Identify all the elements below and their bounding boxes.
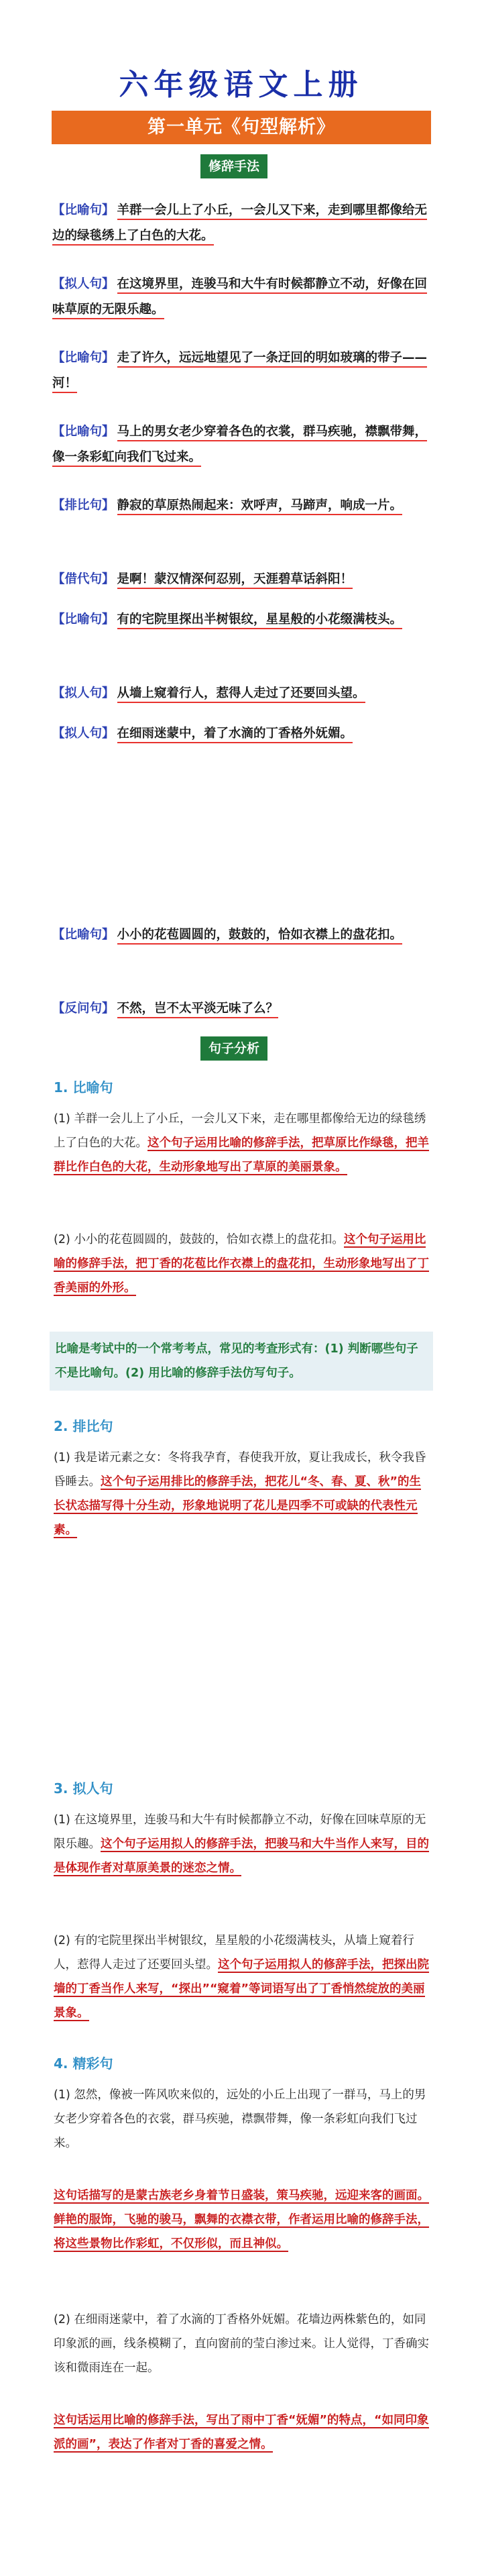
sentence-text: 马上的男女老少穿着各色的衣裳，群马疾驰，襟飘带舞，像一条彩虹向我们飞过来。	[52, 425, 427, 467]
sentence-type: 【比喻句】	[52, 203, 115, 217]
page-title: 六年级语文上册	[119, 68, 363, 102]
section-heading: 4. 精彩句	[54, 2055, 113, 2072]
analysis-paragraph	[54, 1228, 429, 1300]
sentence-type: 【比喻句】	[52, 928, 115, 942]
sentence-type: 【拟人句】	[52, 277, 115, 291]
section-heading: 3. 拟人句	[54, 1780, 113, 1796]
sentence-text: 在细雨迷蒙中，着了水滴的丁香格外妩媚。	[117, 727, 353, 743]
sentence-item	[52, 922, 434, 948]
sentence-item	[52, 419, 434, 470]
sentence-type: 【拟人句】	[52, 686, 115, 700]
sentence-text: 不然，岂不太平淡无味了么？	[117, 1002, 279, 1018]
sentence-text: 小小的花苞圆圆的，鼓鼓的，恰如衣襟上的盘花扣。	[117, 928, 403, 945]
analysis-explanation: 这个句子运用排比的修辞手法，把花儿“冬、春、夏、秋”的生长状态描写得十分生动，形象地说明了花儿是四季不可或缺的代表性元素。	[54, 1475, 422, 1537]
example-sentence: (1) 在这境界里，连骏马和大牛有时候都静立不动，好像在回味草原的无限乐趣。	[54, 1813, 426, 1851]
analysis-explanation: 这个句子运用拟人的修辞手法，把骏马和大牛当作人来写，目的是体现作者对草原美景的迷恋之情。	[54, 1837, 429, 1875]
exam-tip-box: 比喻是考试中的一个常考考点，常见的考查形式有：(1) 判断哪些句子不是比喻句。(2) 用比喻的修辞手法仿写句子。	[50, 1332, 433, 1391]
unit-banner: 第一单元《句型解析》	[52, 111, 431, 144]
analysis-section-tag: 句子分析	[200, 1036, 267, 1061]
analysis-explanation: 这个句子运用比喻的修辞手法，把丁香的花苞比作衣襟上的盘花扣，生动形象地写出了丁香美丽的外形。	[54, 1233, 429, 1295]
analysis-explanation: 这句话运用比喻的修辞手法，写出了雨中丁香“妩媚”的特点，“如同印象派的画”，表达了作者对丁香的喜爱之情。	[54, 2414, 429, 2451]
sentence-item	[52, 996, 434, 1022]
section-heading: 1. 比喻句	[54, 1079, 113, 1095]
sentence-text: 在这境界里，连骏马和大牛有时候都静立不动，好像在回味草原的无限乐趣。	[52, 277, 427, 319]
analysis-explanation: 这个句子运用拟人的修辞手法，把探出院墙的丁香当作人来写，“探出”“窥着”等词语写出了丁香悄然绽放的美丽景象。	[54, 1958, 429, 2020]
analysis-explanation: 这句话描写的是蒙古族老乡身着节日盛装，策马疾驰，远迎来客的画面。鲜艳的服饰，飞驰的骏马，飘舞的衣襟衣带，作者运用比喻的修辞手法，将这些景物比作彩虹，不仅形似，而且神似。	[54, 2189, 429, 2251]
sentence-text: 从墙上窥着行人，惹得人走过了还要回头望。	[117, 686, 365, 703]
analysis-paragraph	[54, 1808, 429, 1880]
sentence-item	[52, 493, 434, 519]
sentence-text: 是啊！蒙汉情深何忍别，天涯碧草话斜阳！	[117, 572, 353, 589]
sentence-text: 羊群一会儿上了小丘，一会儿又下来，走到哪里都像给无边的绿毯绣上了白色的大花。	[52, 203, 427, 246]
sentence-text: 静寂的草原热闹起来：欢呼声，马蹄声，响成一片。	[117, 498, 403, 515]
sentence-type: 【反问句】	[52, 1002, 115, 1016]
sentence-type: 【排比句】	[52, 498, 115, 513]
sentence-item	[52, 345, 434, 396]
rhetoric-section-tag: 修辞手法	[200, 154, 267, 178]
sentence-item	[52, 198, 434, 249]
example-sentence: (1) 忽然，像被一阵风吹来似的，远处的小丘上出现了一群马，马上的男女老少穿着各色的衣裳，群马疾驰，襟飘带舞，像一条彩虹向我们飞过来。	[54, 2088, 426, 2150]
example-sentence: (1) 羊群一会儿上了小丘，一会儿又下来，走在哪里都像给无边的绿毯绣上了白色的大花。	[54, 1112, 426, 1150]
example-sentence: (1) 我是诺元素之女：冬将我孕育，春使我开放，夏让我成长，秋令我昏昏睡去。	[54, 1451, 426, 1489]
sentence-type: 【借代句】	[52, 572, 115, 586]
example-sentence: (2) 小小的花苞圆圆的，鼓鼓的，恰如衣襟上的盘花扣。	[54, 1233, 344, 1246]
sentence-text: 有的宅院里探出半树银纹，星星般的小花缀满枝头。	[117, 612, 403, 629]
section-heading: 2. 排比句	[54, 1418, 113, 1434]
sentence-item	[52, 272, 434, 323]
sentence-item	[52, 567, 434, 592]
analysis-paragraph	[54, 1929, 429, 2025]
sentence-item	[52, 681, 434, 706]
sentence-type: 【比喻句】	[52, 351, 115, 365]
analysis-paragraph	[54, 1107, 429, 1179]
sentence-text: 走了许久，远远地望见了一条迂回的明如玻璃的带子——河！	[52, 351, 427, 393]
analysis-explanation: 这个句子运用比喻的修辞手法，把草原比作绿毯，把羊群比作白色的大花，生动形象地写出了草原的美丽景象。	[54, 1136, 429, 1174]
sentence-type: 【比喻句】	[52, 425, 115, 439]
sentence-type: 【拟人句】	[52, 727, 115, 741]
sentence-type: 【比喻句】	[52, 612, 115, 627]
example-sentence: (2) 在细雨迷蒙中，着了水滴的丁香格外妩媚。花墙边两株紫色的，如同印象派的画，线条模糊了，直向窗前的莹白渗过来。让人觉得，丁香确实该和微雨连在一起。	[54, 2313, 429, 2375]
sentence-item	[52, 607, 434, 633]
analysis-paragraph	[54, 1446, 429, 1542]
example-sentence: (2) 有的宅院里探出半树银纹，星星般的小花缀满枝头，从墙上窥着行人，惹得人走过了还要回头望。	[54, 1934, 414, 1972]
sentence-item	[52, 721, 434, 747]
